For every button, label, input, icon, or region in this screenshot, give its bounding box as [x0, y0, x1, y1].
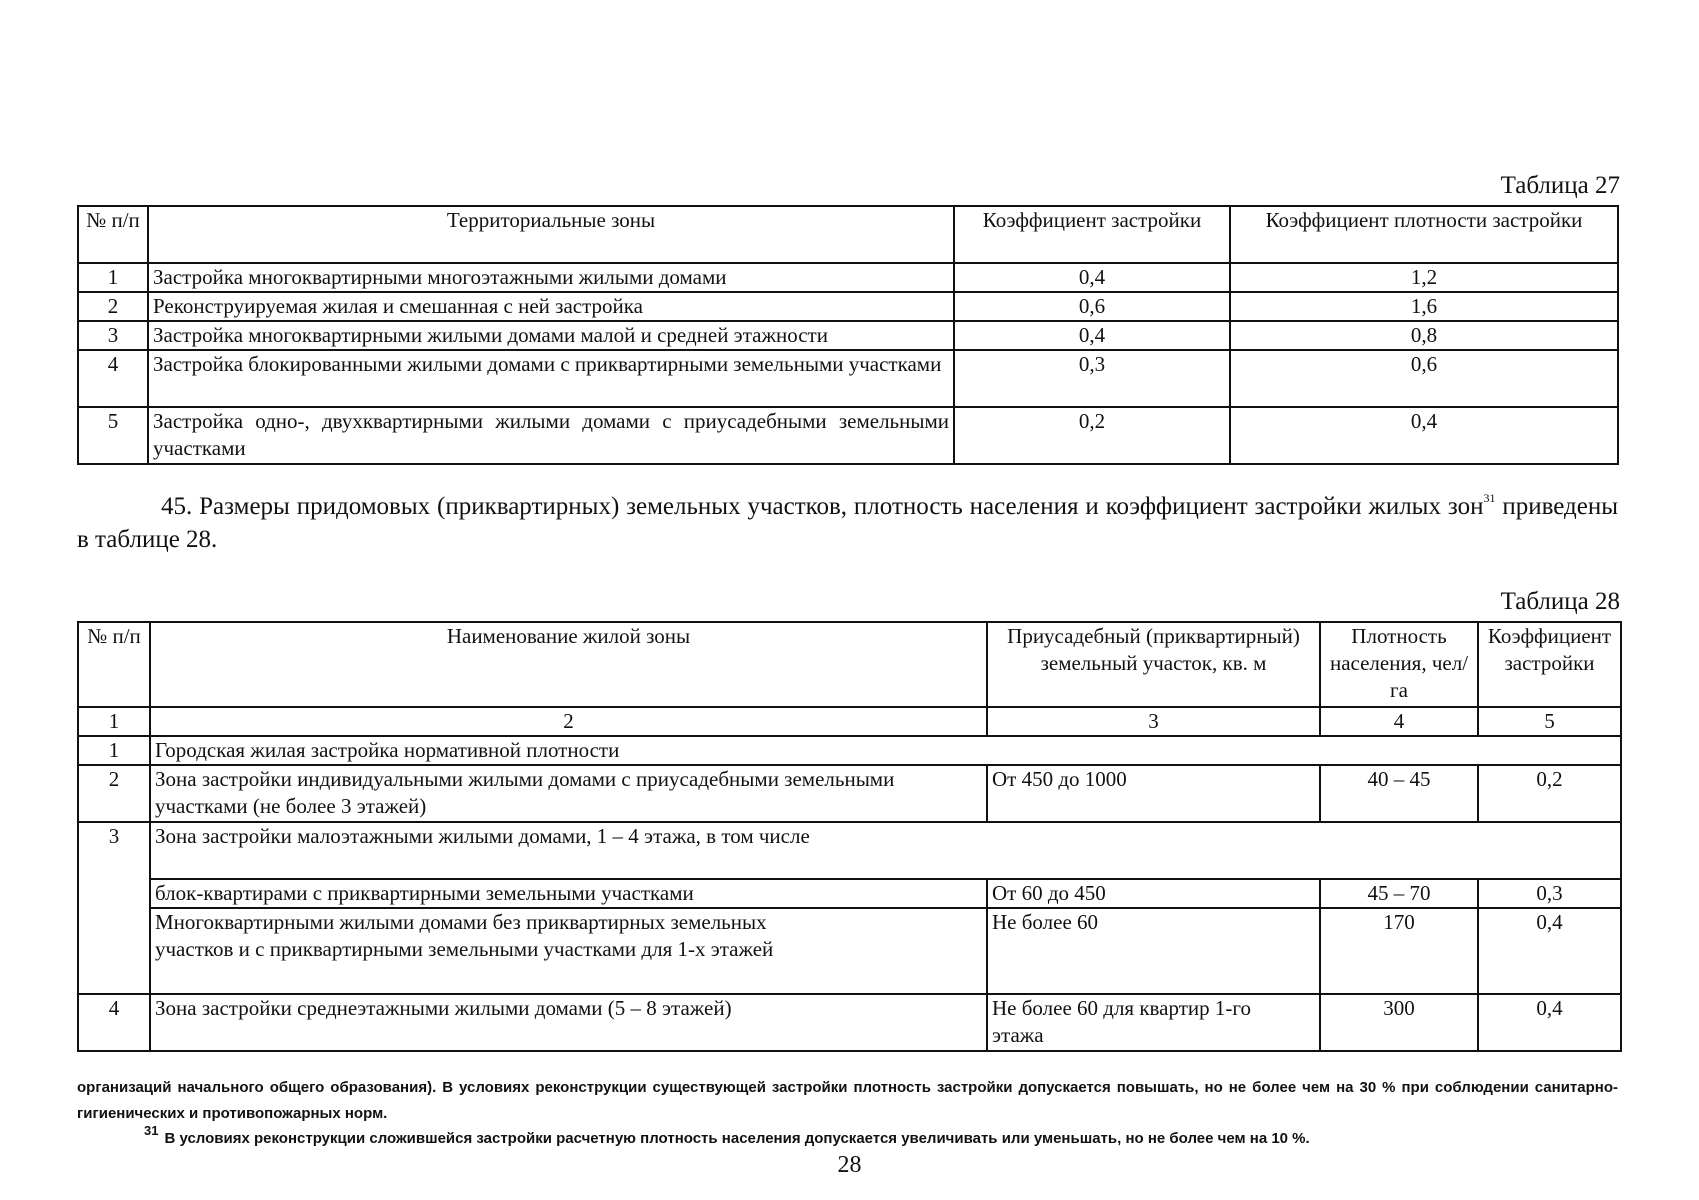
cell-zone-name: Зона застройки индивидуальными жилыми домами с приусадебными земельными участками (не более 3 этажей) [150, 765, 987, 822]
footnote-continuation: организаций начального общего образования). В условиях реконструкции существующей застройки плотность застройки допускается повышать, но не более чем на 30 % при соблюдении санитарно-гигиенических и противопожарных норм. [77, 1079, 1618, 1122]
cell-coef: 0,4 [1478, 994, 1621, 1051]
cell-zone-name: Зона застройки малоэтажными жилыми домами, 1 – 4 этажа, в том числе [150, 822, 1621, 879]
footnote-31 [77, 1123, 1618, 1152]
cell-num: 1 [78, 736, 150, 765]
table-row [78, 908, 1621, 994]
table-row [78, 292, 1618, 321]
table-row [78, 822, 1621, 879]
table-row [78, 321, 1618, 350]
cell-coef-density: 0,6 [1230, 350, 1618, 407]
table-row [78, 350, 1618, 407]
cell-coef-build: 0,6 [954, 292, 1230, 321]
table-28 [77, 621, 1622, 1052]
cell-coef-build: 0,2 [954, 407, 1230, 464]
cell-density: 40 – 45 [1320, 765, 1478, 822]
col-number: 1 [78, 707, 150, 736]
cell-plot: От 60 до 450 [987, 879, 1320, 908]
table-header-row [78, 206, 1618, 263]
header-num: № п/п [78, 206, 148, 263]
cell-zone: Застройка многоквартирными жилыми домами малой и средней этажности [148, 321, 954, 350]
cell-coef-density: 1,6 [1230, 292, 1618, 321]
cell-plot: Не более 60 [987, 908, 1320, 994]
table-row [78, 263, 1618, 292]
table-row [78, 879, 1621, 908]
paragraph-tail: приведены в таблице 28. [77, 493, 1618, 553]
cell-zone: Реконструируемая жилая и смешанная с ней застройка [148, 292, 954, 321]
footnote-31-text: В условиях реконструкции сложившейся застройки расчетную плотность населения допускается увеличивать или уменьшать, но не более чем на 10 %. [164, 1130, 1310, 1147]
cell-coef-build: 0,4 [954, 321, 1230, 350]
paragraph-45 [77, 490, 1618, 556]
cell-density: 45 – 70 [1320, 879, 1478, 908]
cell-zone-name: блок-квартирами с приквартирными земельными участками [150, 879, 987, 908]
cell-zone: Застройка блокированными жилыми домами с приквартирными земельными участками [148, 350, 954, 407]
col-number: 2 [150, 707, 987, 736]
header-coef-build: Коэффициент застройки [954, 206, 1230, 263]
cell-num: 5 [78, 407, 148, 464]
cell-coef: 0,2 [1478, 765, 1621, 822]
col-number: 4 [1320, 707, 1478, 736]
cell-num: 4 [78, 350, 148, 407]
table-row [78, 994, 1621, 1051]
page-number: 28 [837, 1152, 862, 1178]
cell-coef: 0,4 [1478, 908, 1621, 994]
header-zones: Территориальные зоны [148, 206, 954, 263]
cell-zone: Застройка одно-, двухквартирными жилыми домами с приусадебными земельными участками [148, 407, 954, 464]
cell-zone-name: Зона застройки среднеэтажными жилыми домами (5 – 8 этажей) [150, 994, 987, 1051]
header-coef: Коэффициент застройки [1478, 622, 1621, 707]
cell-num: 1 [78, 263, 148, 292]
footnote-ref: 31 [1483, 491, 1496, 505]
cell-zone: Застройка многоквартирными многоэтажными жилыми домами [148, 263, 954, 292]
header-num: № п/п [78, 622, 150, 707]
table-27 [77, 205, 1619, 465]
table-27-caption: Таблица 27 [1500, 172, 1620, 199]
cell-num: 2 [78, 292, 148, 321]
table-header-row [78, 622, 1621, 707]
cell-plot: Не более 60 для квартир 1-го этажа [987, 994, 1320, 1051]
col-number: 5 [1478, 707, 1621, 736]
cell-num: 3 [78, 822, 150, 994]
table-row [78, 765, 1621, 822]
table-row [78, 407, 1618, 464]
cell-num: 2 [78, 765, 150, 822]
cell-num: 4 [78, 994, 150, 1051]
cell-coef-density: 0,4 [1230, 407, 1618, 464]
cell-num: 3 [78, 321, 148, 350]
header-coef-density: Коэффициент плотности застройки [1230, 206, 1618, 263]
header-density: Плотность населения, чел/га [1320, 622, 1478, 707]
footnote-31-number: 31 [144, 1123, 159, 1138]
cell-coef-build: 0,4 [954, 263, 1230, 292]
paragraph-text: 45. Размеры придомовых (приквартирных) земельных участков, плотность населения и коэффициент застройки жилых зон [161, 493, 1484, 520]
cell-coef-build: 0,3 [954, 350, 1230, 407]
cell-coef-density: 0,8 [1230, 321, 1618, 350]
cell-density: 170 [1320, 908, 1478, 994]
cell-coef: 0,3 [1478, 879, 1621, 908]
cell-density: 300 [1320, 994, 1478, 1051]
cell-zone-name: Многоквартирными жилыми домами без приквартирных земельных участков и с приквартирными земельными участками для 1-х этажей [150, 908, 987, 994]
header-plot: Приусадебный (приквартирный) земельный участок, кв. м [987, 622, 1320, 707]
cell-plot: От 450 до 1000 [987, 765, 1320, 822]
col-number-row [78, 707, 1621, 736]
cell-coef-density: 1,2 [1230, 263, 1618, 292]
table-row [78, 736, 1621, 765]
table-28-caption: Таблица 28 [1500, 588, 1620, 615]
cell-zone-name: Городская жилая застройка нормативной плотности [150, 736, 1621, 765]
header-zone-name: Наименование жилой зоны [150, 622, 987, 707]
col-number: 3 [987, 707, 1320, 736]
